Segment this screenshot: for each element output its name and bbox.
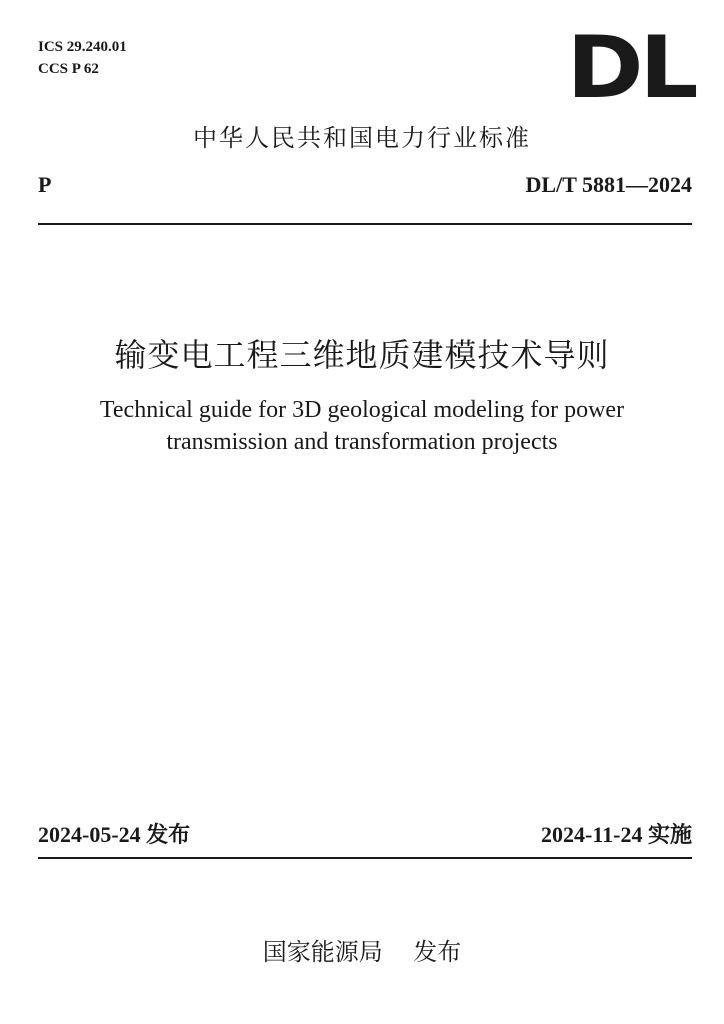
bottom-divider [38, 857, 692, 859]
standard-code: DL/T 5881—2024 [525, 172, 692, 197]
document-title-en [0, 394, 724, 458]
dl-logo: DL [566, 18, 694, 118]
industry-standard-title: 中华人民共和国电力行业标准 [193, 124, 531, 152]
category-letter: P [38, 172, 52, 197]
ccs-code: CCS P 62 [38, 61, 99, 77]
title-en-line-2: transmission and transformation projects [166, 429, 558, 455]
top-divider [38, 223, 692, 225]
ics-code: ICS 29.240.01 [38, 39, 127, 55]
classification-codes [38, 36, 127, 80]
effective-date: 2024-11-24 实施 [541, 822, 692, 847]
publish-date: 2024-05-24 发布 [38, 822, 191, 847]
document-title-zh: 输变电工程三维地质建模技术导则 [114, 336, 610, 374]
issuer: 国家能源局 发布 [262, 938, 462, 966]
title-en-line-1: Technical guide for 3D geological modeling for power [99, 397, 625, 423]
